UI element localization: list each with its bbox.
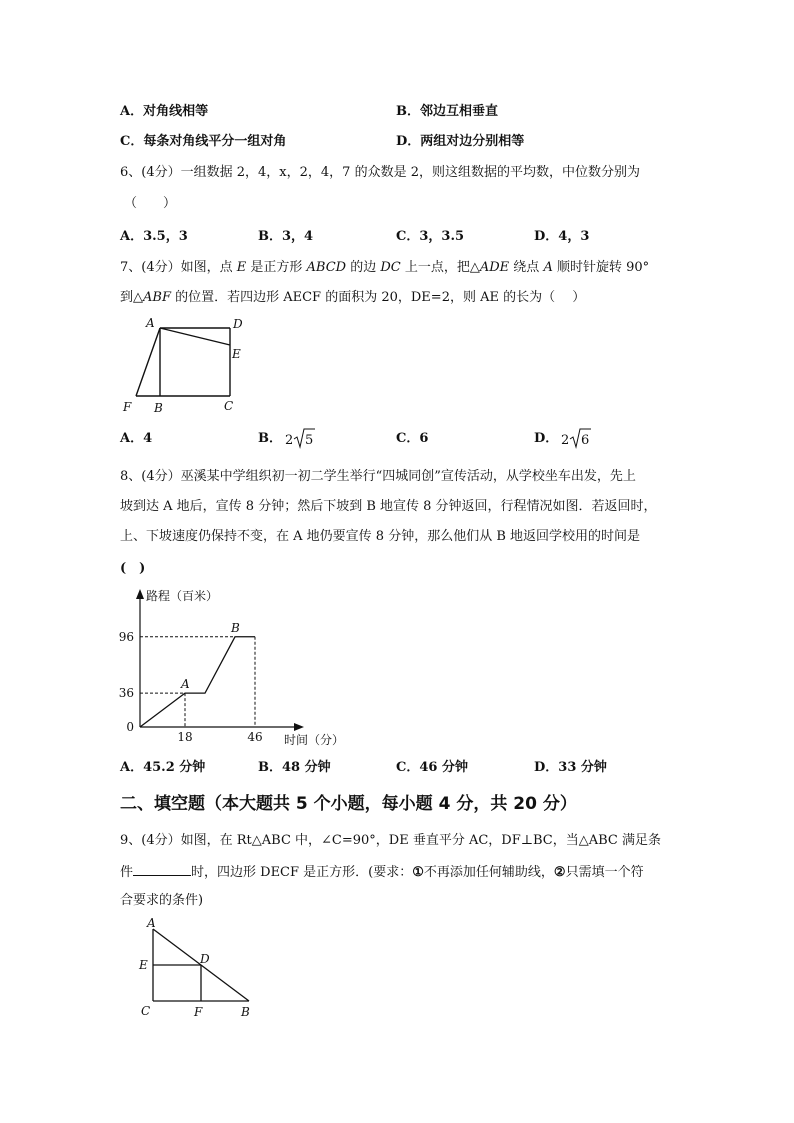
- section2-title: 二、填空题（本大题共 5 个小题，每小题 4 分，共 20 分）: [120, 794, 577, 814]
- q7-option-d-radical: [559, 426, 593, 450]
- q9-stem-line3: 合要求的条件): [120, 893, 204, 908]
- q8-stem-line2: 坡到达 A 地后，宣传 8 分钟；然后下坡到 B 地宣传 8 分钟返回，行程情况如图．若返回时，: [120, 499, 657, 514]
- q7-option-c: C．6: [396, 431, 429, 446]
- q7-label-a: A: [146, 316, 155, 330]
- chart-y-tick: 96: [118, 629, 134, 644]
- q7-figure: [110, 314, 270, 419]
- q7-line-af: [136, 328, 160, 396]
- q7-option-b-radical: [283, 426, 317, 450]
- q9-label-a: A: [147, 916, 156, 930]
- q9-stem-line2: 件 时，四边形 DECF 是正方形．(要求：①不再添加任何辅助线，②只需填一个符: [120, 865, 644, 880]
- q5-option-c: C．每条对角线平分一组对角: [120, 134, 287, 149]
- q9-label-e: E: [139, 958, 148, 972]
- chart-ylabel: 路程（百米）: [146, 589, 219, 603]
- q9-label-c: C: [141, 1004, 151, 1018]
- q8-stem-line1: 8、(4分）巫溪某中学组织初一初二学生举行“四城同创”宣传活动，从学校坐车出发，先上: [120, 469, 636, 484]
- q7-option-a: A．4: [120, 431, 153, 446]
- q9-stem-line1: 9、(4分）如图，在 Rt△ABC 中，∠C=90°，DE 垂直平分 AC，DF⊥BC，当△ABC 满足条: [120, 833, 661, 848]
- q9-figure: [130, 915, 270, 1025]
- q6-option-d: D．4，3: [534, 229, 590, 244]
- q7-stem-line1: 7、(4分）如图，点 E 是正方形 ABCD 的边 DC 上一点，把△ADE 绕点 A 顺时针旋转 90°: [120, 260, 650, 275]
- q9-label-f: F: [194, 1005, 203, 1019]
- svg-text:5: 5: [305, 433, 314, 448]
- q8-stem-line3: 上、下坡速度仍保持不变，在 A 地仍要宣传 8 分钟，那么他们从 B 地返回学校用的时间是: [120, 529, 641, 544]
- q5-option-a: A．对角线相等: [120, 104, 209, 119]
- q5-option-b: B．邻边互相垂直: [396, 104, 499, 119]
- q7-label-b: B: [154, 401, 163, 415]
- q8-option-a: A．45.2 分钟: [120, 760, 206, 775]
- chart-y-arrow: [136, 589, 144, 599]
- chart-y-tick: 36: [118, 686, 134, 701]
- svg-text:6: 6: [581, 433, 590, 448]
- chart-y-tick: 0: [126, 720, 134, 734]
- chart-point-label-b: B: [231, 620, 240, 635]
- q8-option-c: C．46 分钟: [396, 760, 468, 775]
- q8-option-b: B．48 分钟: [258, 760, 331, 775]
- chart-xlabel: 时间（分）: [284, 733, 345, 747]
- q7-stem-line2: 到△ABF 的位置．若四边形 AECF 的面积为 20，DE=2，则 AE 的长为（ ）: [120, 290, 586, 305]
- q5-option-d: D．两组对边分别相等: [396, 134, 525, 149]
- q6-option-a: A．3.5，3: [120, 229, 188, 244]
- q7-label-d: D: [233, 317, 243, 331]
- q8-chart: [112, 585, 372, 750]
- q6-option-c: C．3，3.5: [396, 229, 465, 244]
- q7-label-c: C: [224, 399, 234, 413]
- q7-label-f: F: [123, 400, 132, 414]
- chart-x-tick: 18: [177, 730, 193, 744]
- q8-paren: ( ): [120, 561, 146, 576]
- q7-option-b: B．: [258, 431, 282, 446]
- svg-text:2: 2: [561, 433, 570, 448]
- q9-answer-blank[interactable]: [133, 863, 191, 876]
- q6-option-b: B．3，4: [258, 229, 314, 244]
- chart-x-arrow: [294, 723, 304, 731]
- q6-paren: （ ）: [124, 196, 177, 211]
- q7-line-ae: [160, 328, 230, 345]
- svg-text:2: 2: [285, 433, 294, 448]
- q9-label-b: B: [241, 1005, 250, 1019]
- chart-series-line: [140, 637, 255, 727]
- q7-option-d: D．: [534, 431, 559, 446]
- chart-x-tick: 46: [247, 730, 263, 744]
- q7-label-e: E: [232, 347, 241, 361]
- q6-stem: 6、(4分）一组数据 2，4，x，2，4，7 的众数是 2，则这组数据的平均数，中位数分别为: [120, 165, 640, 180]
- q8-option-d: D．33 分钟: [534, 760, 607, 775]
- chart-point-label-a: A: [181, 677, 190, 692]
- q9-label-d: D: [200, 952, 210, 966]
